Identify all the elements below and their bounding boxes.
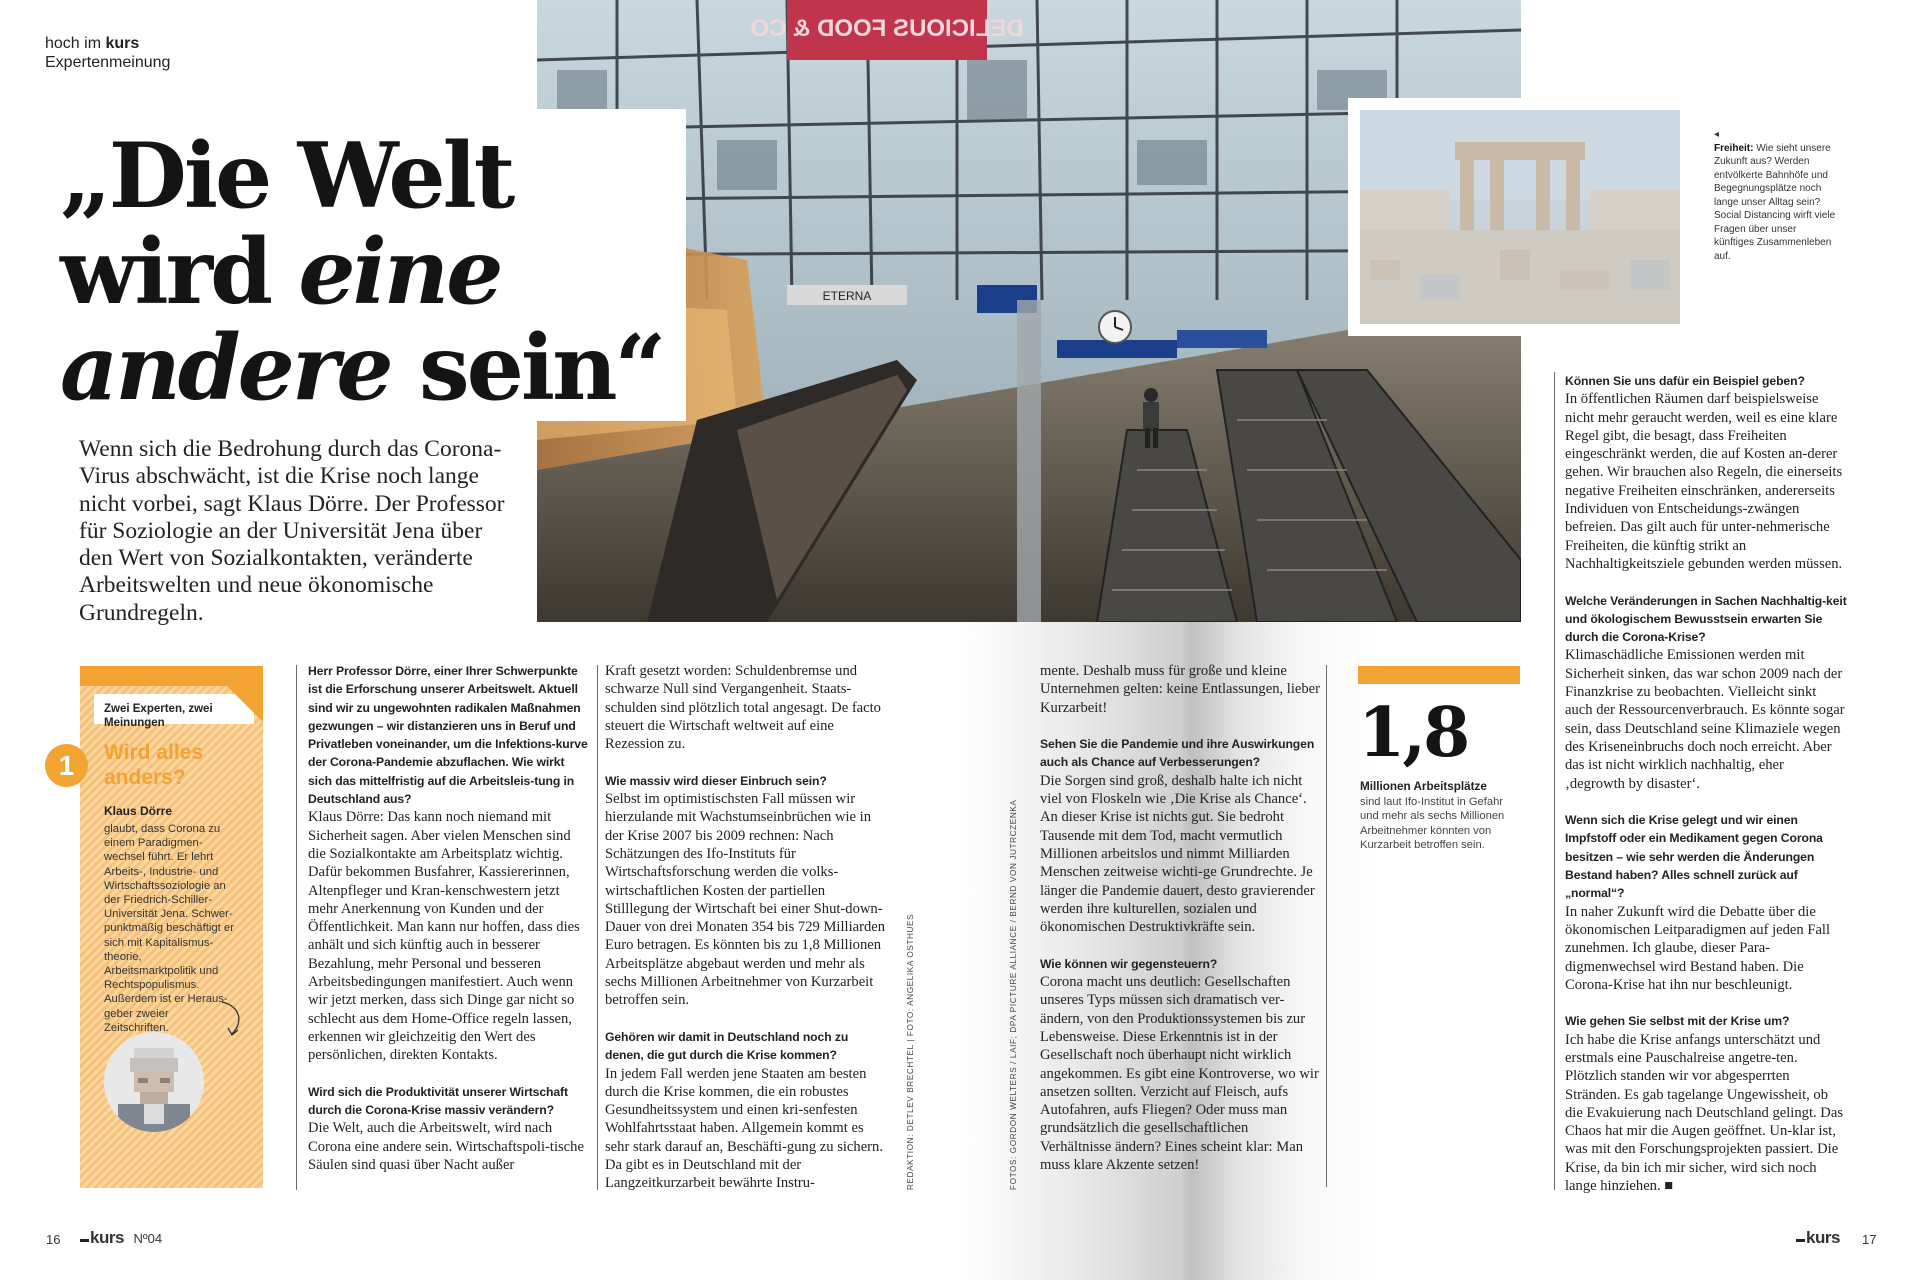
kicker-section: Expertenmeinung: [45, 54, 171, 71]
issue-number: Nº04: [133, 1231, 163, 1246]
hero-escalator-label: ETERNA: [822, 289, 872, 303]
inset-photo-caption: [1714, 128, 1836, 263]
interview-answer: Ich habe die Krise anfangs unterschätzt und erstmals eine Pauschalreise angetre-ten. Plötzlich standen wir vor abgesperrten Stränden. Es gab tagelange Ungewissheit, ob die Evakuierung nach Deutschland gelingt. Das Chaos hat mir die Augen geöffnet. Un-klar ist, was mit den Forschungsprojekten passiert. Die Krise, da bin ich mir sicher, wird sich noch lange hinziehen. ■: [1565, 1031, 1844, 1195]
interview-question: Gehören wir damit in Deutschland noch zu denen, die gut durch die Krise kommen?: [605, 1029, 849, 1063]
curved-arrow-icon: [218, 1000, 248, 1040]
footer-left-brand: [80, 1228, 162, 1248]
section-kicker: [45, 34, 170, 72]
article-column-4: [1565, 372, 1847, 1214]
interview-answer: Die Welt, auch die Arbeitswelt, wird nach Corona eine andere sein. Wirtschaftspoli-tische Säulen sind quasi über Nacht außer: [308, 1120, 584, 1174]
interview-question: Welche Veränderungen in Sachen Nachhaltig-keit und ökologischem Bewusstsein erwarten Sie durch die Corona-Krise?: [1565, 593, 1847, 645]
inset-photo-frame: [1348, 98, 1692, 336]
interview-question: Können Sie uns dafür ein Beispiel geben?: [1565, 374, 1805, 388]
sidebar-number-badge: 1: [45, 744, 88, 787]
headline-line-1: „Die Welt: [60, 123, 513, 229]
interview-answer: In jedem Fall werden jene Staaten am besten durch die Krise kommen, die ein robustes Gesundheitssystem und einen kri-senfesten Wohlfahrtsstaat haben. Allgemein kommt es sehr stark darauf an, Beschäfti-gung zu sichern. Da gibt es in Deutschland mit der Langzeitkurzarbeit bewährte Instru-: [605, 1065, 883, 1192]
footer-right-brand: [1796, 1228, 1840, 1248]
interview-answer: mente. Deshalb muss für große und kleine Unternehmen gelten: keine Entlassungen, lieber Kurzarbeit!: [1040, 663, 1321, 716]
lead-paragraph: Wenn sich die Bedrohung durch das Corona-Virus abschwächt, ist die Krise noch lange nicht vorbei, sagt Klaus Dörre. Der Professor für Soziologie an der Universität Jena über den Wert von Sozialkontakten, veränderte Arbeitswelten und neue ökonomische Grundregeln.: [79, 436, 505, 626]
interview-question: Wie massiv wird dieser Einbruch sein?: [605, 773, 827, 788]
stat-label: Millionen Arbeitsplätze: [1360, 780, 1487, 793]
interview-answer: Die Sorgen sind groß, deshalb halte ich nicht viel von Floskeln wie ‚Die Krise als Chance‘. An dieser Krise ist nichts gut. Sie bedroht Tausende mit dem Tod, macht vermutlich Millionen arbeitslos und nimmt Milliarden Menschen zeitweise wichti-ge Grundrechte. Je länger die Pandemie dauert, desto gravierender werden ihre kulturellen, sozialen und ökonomischen Destruktivkräfte sein.: [1040, 772, 1315, 936]
kurs-logo: kurs: [80, 1228, 124, 1247]
article-column-2: [605, 662, 887, 1211]
kicker-brand-bold: kurs: [105, 35, 140, 52]
interview-answer: Klimaschädliche Emissionen werden mit Sicherheit sinken, das war schon 2009 nach der Finanzkrise zu beobachten. Vielleicht sinkt auch der Ressourcenverbrauch. Es könnte sogar sein, dass Deutschland seine Klimaziele wegen des Kriseneinbruchs doch noch erreicht. Aber das ist nicht wirklich nachhaltig, eher ‚degrowth by disaster‘.: [1565, 647, 1845, 792]
expert-portrait-avatar: [104, 1032, 204, 1132]
inset-photo-brandenburg-gate: [1360, 110, 1680, 324]
credit-redaktion: REDAKTION: DETLEV BRECHTEL | FOTO: ANGELIKA OSTHUES: [906, 913, 915, 1190]
interview-question: Wie gehen Sie selbst mit der Krise um?: [1565, 1014, 1790, 1029]
interview-answer: Klaus Dörre: Das kann noch niemand mit Sicherheit sagen. Aber vielen Menschen sind die Sozialkontakte am Arbeitsplatz wichtig. Dafür bekommen Busfahrer, Kassiererinnen, Altenpfleger und Kran-kenschwestern jetzt mehr Anerkennung von Kunden und der Öffentlichkeit. Man kann nur hoffen, dass dies anhält und sich künftig auch in besserer Bezahlung, mehr Personal und besseren Arbeitsbedingungen manifestiert. Auch wenn wir jetzt merken, dass sich Dinge gar nicht so schlecht aus dem Home-Office regeln lassen, erkennen wir gleichzeitig den Wert des persönlichen, direkten Kontakts.: [308, 809, 580, 1064]
interview-question: Wenn sich die Krise gelegt und wir einen Impfstoff oder ein Medikament gegen Corona besitzen – wie sehr werden die Änderungen Bestand haben? Alles schnell zurück auf „normal“?: [1565, 813, 1823, 901]
interview-question: Wird sich die Produktivität unserer Wirtschaft durch die Corona-Krise massiv verändern?: [308, 1084, 568, 1118]
caption-arrow-icon: ◂: [1714, 129, 1720, 140]
interview-answer: In öffentlichen Räumen darf beispielsweise nicht mehr geraucht werden, weil es eine klare Regel gibt, die besagt, dass Freiheiten eingeschränkt werden, die auf Kosten an-derer gehen. Wir brauchen also Regeln, die einerseits negative Freiheiten einschränken, andererseits Individuen von Entscheidungs-zwängen befreien. Das gilt auch für unter-nehmerische Freiheiten, die künftig strikt an Nachhaltigkeitsziele gebunden werden müssen.: [1565, 391, 1843, 572]
column-rule-3: [1326, 665, 1327, 1187]
column-rule-1: [296, 665, 297, 1190]
article-column-3: [1040, 662, 1322, 1193]
interview-answer: In naher Zukunft wird die Debatte über die ökonomischen Leitparadigmen auf jeden Fall zunehmen. Ich glaube, dieser Para-digmenwechsel wird Bestand haben. Die Corona-Krise hat ihn nur beschleunigt.: [1565, 903, 1831, 993]
kicker-brand-prefix: hoch im: [45, 35, 106, 52]
sidebar-expert-name: Klaus Dörre: [104, 804, 173, 818]
page-number-right: 17: [1862, 1232, 1877, 1247]
sidebar-question: Wird alles anders?: [104, 741, 204, 789]
column-rule-4: [1554, 372, 1555, 1190]
sidebar-expert-bio: glaubt, dass Corona zu einem Paradigmen-wechsel führt. Er lehrt Arbeits-, Industrie- und Wirtschaftssoziologie an der Friedrich-Schiller-Universität Jena. Schwer-punktmäßig beschäftigt er sich mit Kapitalismus-theorie, Arbeitsmarktpolitik und Rechtspopulismus. Außerdem ist er Heraus-geber zweier Zeitschriften.: [104, 823, 234, 1034]
caption-text: Wie sieht unsere Zukunft aus? Werden entvölkerte Bahnhöfe und Begegnungsplätze noch lange unser Alltag sein? Social Distancing wirft viele Fragen über unser künftiges Zusammenleben auf.: [1714, 142, 1836, 262]
headline-line-3-italic: andere: [60, 315, 391, 421]
interview-question: Sehen Sie die Pandemie und ihre Auswirkungen auch als Chance auf Verbesserungen?: [1040, 737, 1315, 770]
page-number-left: 16: [46, 1232, 61, 1247]
interview-answer: Corona macht uns deutlich: Gesellschaften unseres Typs müssen sich dramatisch ver-ändern, von den Produktionssystemen bis zur Lebensweise. Diese Erkenntnis ist in der Gesellschaft noch überhaupt nicht wirklich angekommen. Es gibt eine Kontroverse, wo wir ansetzen sollten. Verzicht auf Fleisch, aufs Autofahren, aufs Fliegen? Oder muss man grundsätzlich die gesellschaftlichen Verhältnisse ändern? Eines scheint klar: Man muss klare Akzente setzen!: [1040, 974, 1319, 1174]
stat-number: 1,8: [1358, 693, 1468, 773]
interview-answer: Kraft gesetzt worden: Schuldenbremse und schwarze Null sind Vergangenheit. Staats-schulden sind plötzlich total angesagt. De facto steuert die Wirtschaft weltweit auf eine Rezession zu.: [605, 663, 881, 753]
headline-line-2-plain: wird: [60, 219, 299, 325]
stat-accent-bar: [1358, 666, 1520, 684]
interview-question: Herr Professor Dörre, einer Ihrer Schwerpunkte ist die Erforschung unserer Arbeitswelt. Aktuell sind wir zu ungewohnten radikalen Maßnahmen gezwungen – wir distanzieren uns in Beruf und Privatleben voneinander, um die Infektions-kurve der Corona-Pandemie abzuflachen. Wie wirkt sich das mittelfristig auf die Arbeitsleis-tung in Deutschland aus?: [308, 664, 588, 807]
headline: [60, 123, 664, 421]
headline-line-2-italic: eine: [298, 219, 501, 325]
credit-fotos: FOTOS: GORDON WELTERS / LAIF; DPA PICTURE ALLIANCE / BERND VON JUTRCZENKA: [1009, 799, 1018, 1190]
caption-lead: Freiheit:: [1714, 142, 1754, 154]
article-column-1: [308, 662, 590, 1193]
sidebar-heading: Zwei Experten, zwei Meinungen: [104, 703, 213, 729]
kurs-logo: kurs: [1796, 1228, 1840, 1247]
stat-description: sind laut Ifo-Institut in Gefahr und mehr als sechs Millionen Arbeitnehmer könnten von Kurzarbeit betroffen sein.: [1360, 796, 1505, 852]
interview-question: Wie können wir gegensteuern?: [1040, 956, 1218, 971]
headline-line-3-plain: sein“: [390, 315, 664, 421]
interview-answer: Selbst im optimistischsten Fall müssen wir hierzulande mit Wachstumseinbrüchen wie in der Krise 2007 bis 2009 rechnen: Nach Schätzungen des Ifo-Instituts für Wirtschaftsforschung werden die volks-wirtschaftlichen Kosten der partiellen Stilllegung der Wirtschaft bei einer Shut-down-Dauer von drei Monaten 354 bis 729 Milliarden Euro betragen. Es könnten bis zu 1,8 Millionen Arbeitsplätze abgebaut werden und mehr als sechs Millionen Arbeitnehmer von Kurzarbeit betroffen sein.: [605, 791, 886, 1009]
hero-sign-text: DELICIOUS FOOD & CO: [750, 15, 1024, 42]
column-rule-2: [597, 665, 598, 1190]
